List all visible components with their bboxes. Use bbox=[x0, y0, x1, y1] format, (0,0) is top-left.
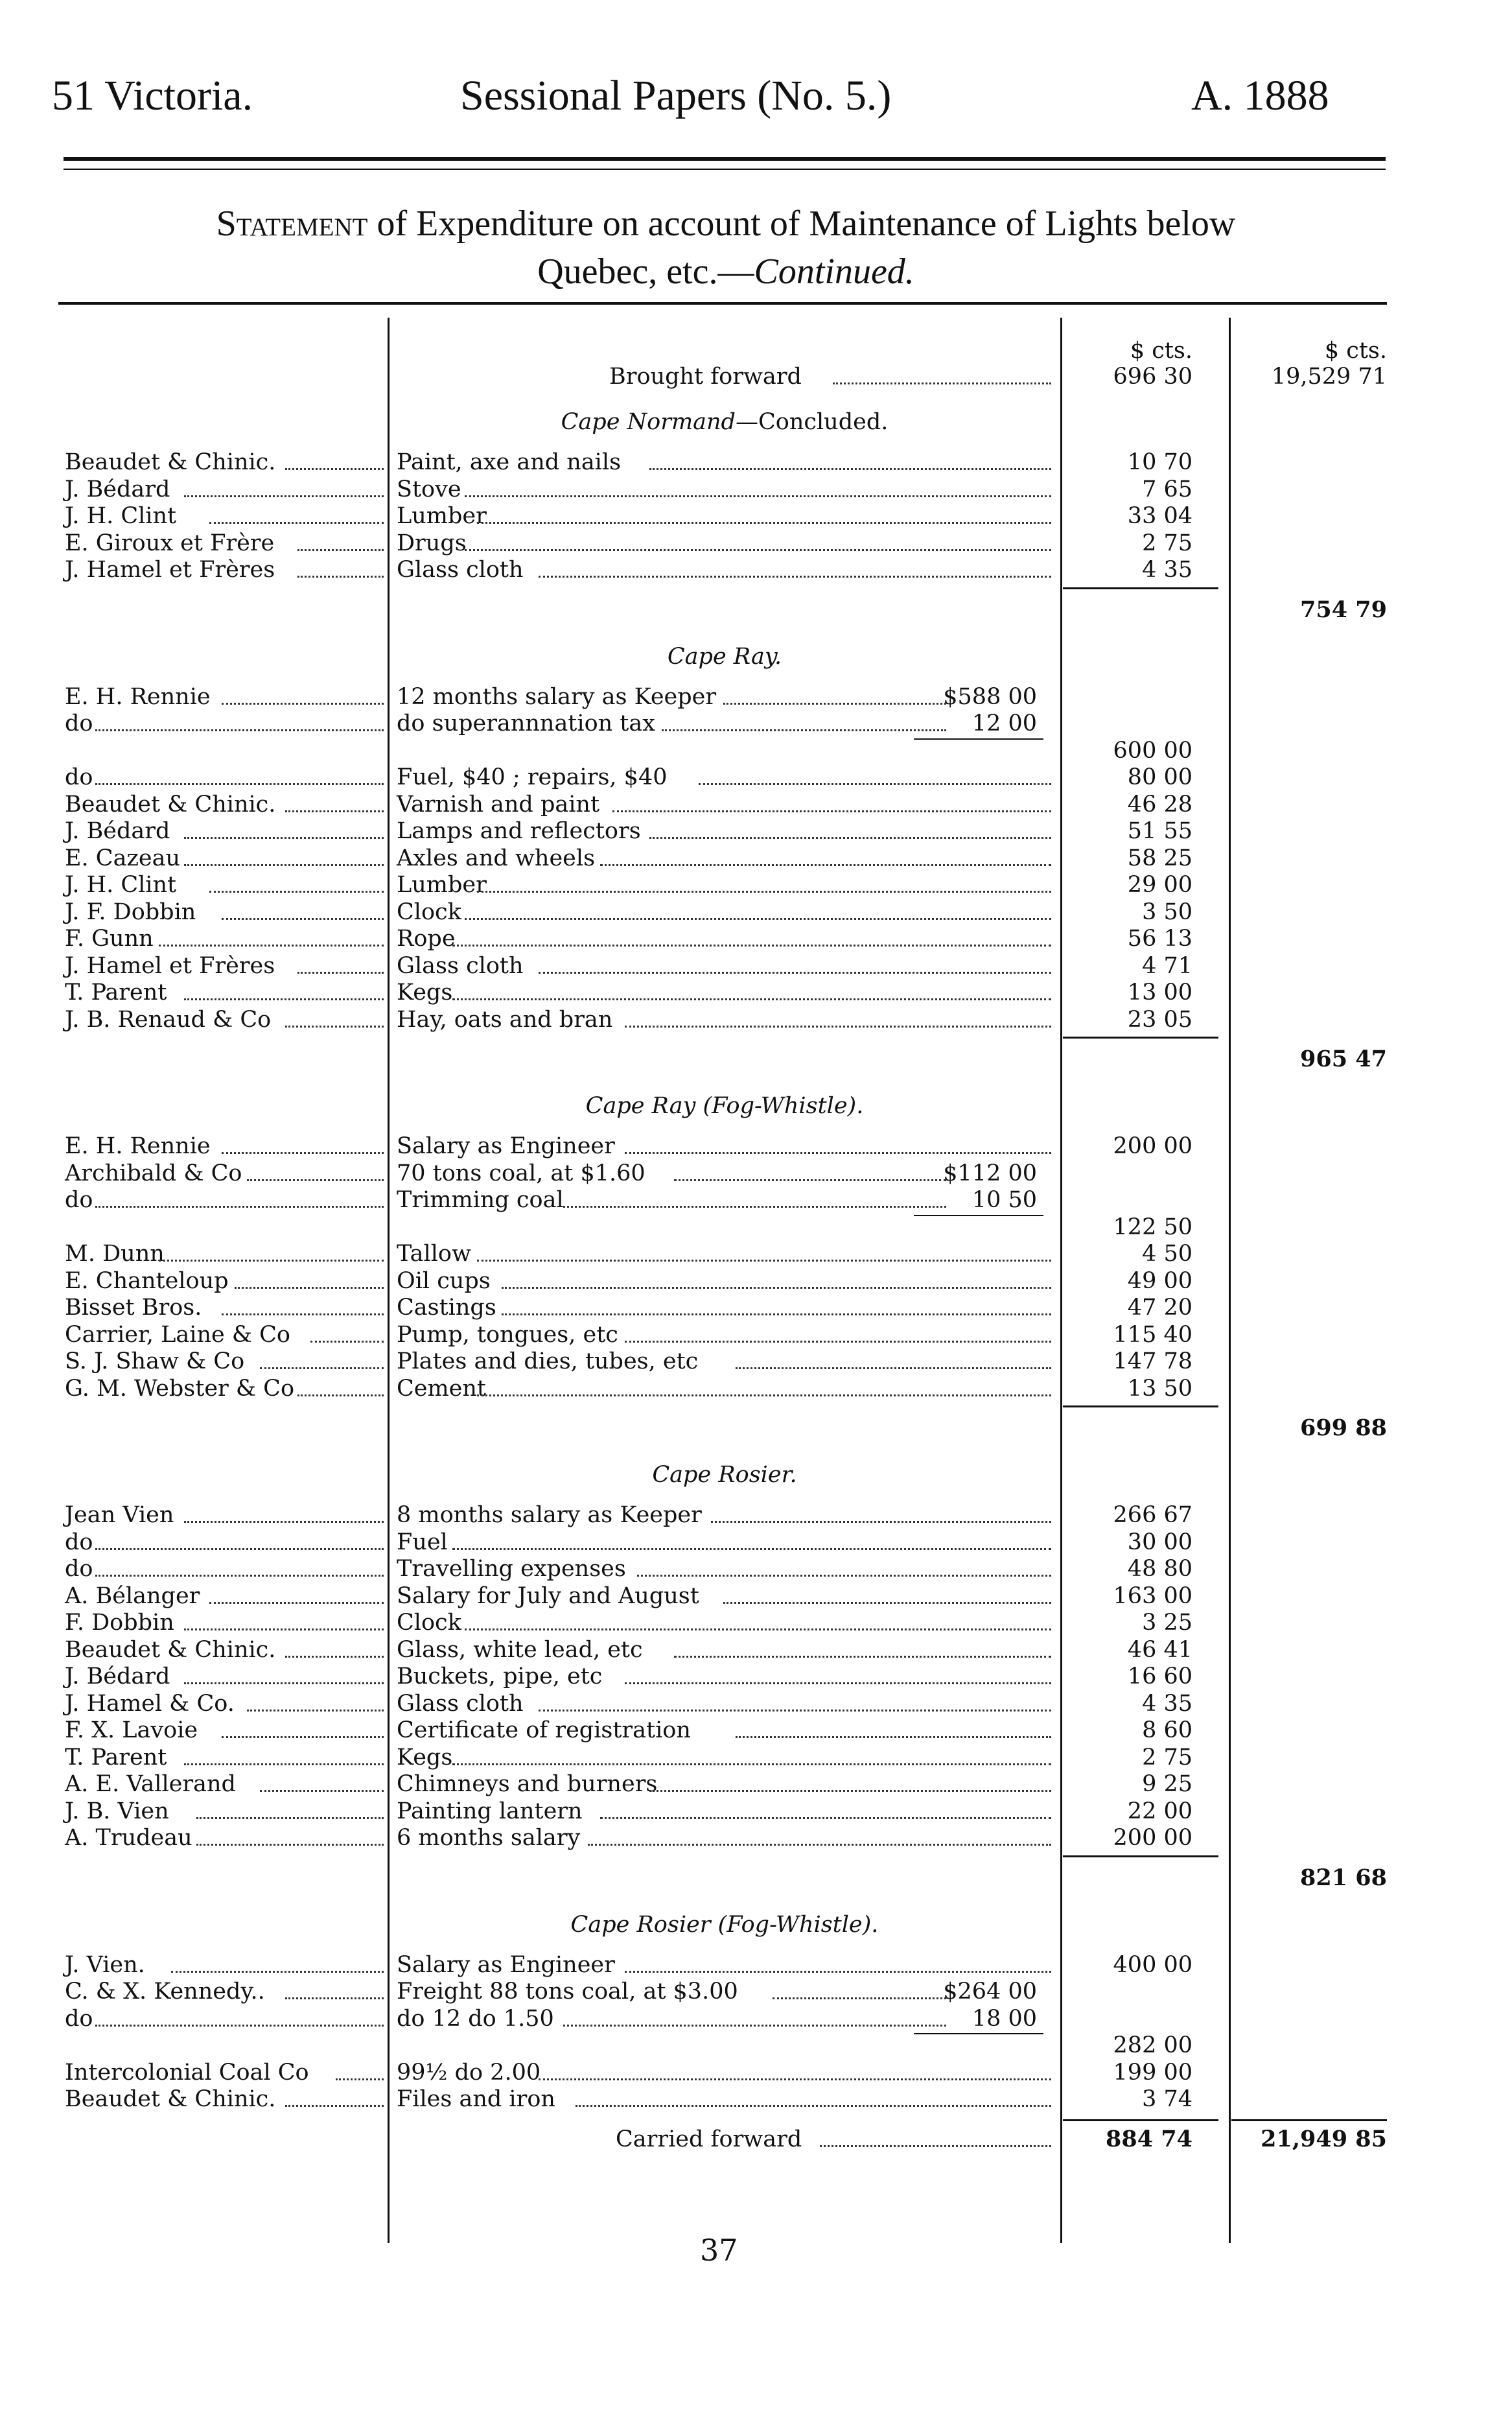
payee-leader bbox=[184, 1628, 384, 1630]
payee: do bbox=[65, 1556, 93, 1582]
amount: 46 28 bbox=[1127, 791, 1192, 817]
item-description: Clock bbox=[397, 1610, 461, 1636]
desc-leader bbox=[625, 1682, 1051, 1684]
desc-leader bbox=[674, 1656, 1051, 1658]
amount: 23 05 bbox=[1127, 1006, 1192, 1033]
col-header-c2: $ cts. bbox=[1324, 338, 1387, 364]
amount: 13 50 bbox=[1127, 1375, 1192, 1402]
payee-leader bbox=[285, 810, 384, 812]
amount: 199 00 bbox=[1113, 2059, 1192, 2086]
payee: J. Bédard bbox=[65, 1664, 170, 1689]
payee: J. Hamel et Frères bbox=[65, 952, 275, 979]
section-title-text: Cape Normand bbox=[561, 409, 736, 435]
brought-forward-leader bbox=[833, 382, 1051, 384]
section-title bbox=[389, 1092, 1060, 1120]
item-description: 70 tons coal, at $1.60 bbox=[397, 1160, 646, 1186]
payee: do bbox=[65, 2005, 93, 2032]
payee: C. & X. Kennedy.. bbox=[65, 1979, 265, 2005]
desc-leader bbox=[649, 468, 1051, 470]
amount: 4 71 bbox=[1142, 952, 1192, 979]
payee: Carrier, Laine & Co bbox=[65, 1321, 290, 1348]
subtotal-rule bbox=[914, 1215, 1043, 1216]
desc-leader bbox=[539, 576, 1051, 578]
payee-leader bbox=[209, 891, 384, 893]
amount: 163 00 bbox=[1113, 1582, 1192, 1609]
payee-leader bbox=[95, 1575, 384, 1577]
brought-forward-c2: 19,529 71 bbox=[1271, 364, 1387, 390]
item-description: Files and iron bbox=[397, 2086, 555, 2112]
desc-leader bbox=[699, 783, 1051, 785]
carried-forward-c1: 884 74 bbox=[1106, 2125, 1192, 2152]
payee-leader bbox=[222, 1736, 384, 1738]
payee-leader bbox=[184, 1521, 384, 1523]
desc-leader bbox=[465, 918, 1051, 920]
amount: 30 00 bbox=[1127, 1529, 1192, 1555]
header-center: Sessional Papers (No. 5.) bbox=[460, 72, 892, 119]
payee-leader bbox=[297, 972, 384, 974]
payee: Beaudet & Chinic. bbox=[65, 449, 276, 475]
carried-rule-c2 bbox=[1231, 2119, 1387, 2121]
payee: F. Dobbin bbox=[65, 1610, 174, 1636]
item-description: Hay, oats and bran bbox=[397, 1006, 613, 1033]
title-lead: Statement bbox=[216, 204, 368, 244]
payee-leader bbox=[235, 1287, 384, 1289]
payee-leader bbox=[260, 1790, 384, 1792]
carried-forward-leader bbox=[820, 2145, 1051, 2147]
payee-leader bbox=[184, 1763, 384, 1765]
payee: J. H. Clint bbox=[65, 872, 177, 898]
desc-leader bbox=[563, 1206, 946, 1208]
item-description: Pump, tongues, etc bbox=[397, 1321, 618, 1348]
payee-leader bbox=[297, 549, 384, 551]
payee-leader bbox=[222, 918, 384, 920]
payee-leader bbox=[209, 522, 384, 524]
amount: 4 50 bbox=[1142, 1241, 1192, 1267]
amount: 56 13 bbox=[1127, 926, 1192, 952]
item-description: 8 months salary as Keeper bbox=[397, 1502, 702, 1528]
item-description: Cement bbox=[397, 1375, 487, 1402]
item-description: Certificate of registration bbox=[397, 1717, 691, 1743]
payee: do bbox=[65, 764, 93, 790]
item-description: Varnish and paint bbox=[397, 791, 600, 817]
item-description: Salary as Engineer bbox=[397, 1133, 615, 1159]
desc-leader bbox=[625, 1341, 1051, 1343]
item-description: Clock bbox=[397, 899, 461, 925]
title-rest: of Expenditure on account of Maintenance of Lights below bbox=[377, 204, 1236, 244]
desc-leader bbox=[452, 1763, 1051, 1765]
payee: Bisset Bros. bbox=[65, 1295, 202, 1321]
payee: J. H. Clint bbox=[65, 503, 177, 529]
payee-leader bbox=[297, 576, 384, 578]
amount-column-divider bbox=[1060, 318, 1062, 2243]
item-description: Axles and wheels bbox=[397, 845, 596, 871]
section-title-text: Cape Rosier (Fog-Whistle). bbox=[570, 1911, 879, 1938]
col-header-c1: $ cts. bbox=[1130, 338, 1192, 364]
amount: 2 75 bbox=[1142, 1744, 1192, 1770]
amount: 8 60 bbox=[1142, 1717, 1192, 1743]
amount: 3 25 bbox=[1142, 1610, 1192, 1636]
payee: J. Vien. bbox=[65, 1951, 145, 1978]
item-description: Glass cloth bbox=[397, 557, 524, 583]
item-description: Chimneys and burners bbox=[397, 1771, 658, 1797]
payee-leader bbox=[196, 1844, 384, 1846]
header-right: A. 1888 bbox=[1191, 72, 1329, 119]
amount: 200 00 bbox=[1113, 1825, 1192, 1851]
amount: 122 50 bbox=[1113, 1214, 1192, 1240]
payee-leader bbox=[196, 1817, 384, 1819]
desc-leader bbox=[625, 1152, 1051, 1154]
desc-leader bbox=[736, 1367, 1051, 1369]
payee-leader bbox=[247, 1179, 384, 1181]
page-number: 37 bbox=[700, 2233, 738, 2268]
section-total: 821 68 bbox=[1300, 1864, 1387, 1891]
payee: G. M. Webster & Co bbox=[65, 1375, 295, 1402]
item-description: Castings bbox=[397, 1295, 496, 1321]
amount: 7 65 bbox=[1142, 476, 1192, 502]
item-description: Kegs bbox=[397, 1744, 453, 1770]
section-total-rule bbox=[1063, 1405, 1218, 1407]
item-description: Rope bbox=[397, 926, 456, 952]
desc-leader bbox=[625, 1971, 1051, 1973]
payee-leader bbox=[184, 864, 384, 866]
amount: 51 55 bbox=[1127, 818, 1192, 844]
desc-leader bbox=[736, 1736, 1051, 1738]
desc-leader bbox=[563, 2025, 946, 2027]
payee: A. Bélanger bbox=[65, 1582, 200, 1609]
payee-leader bbox=[159, 1260, 384, 1262]
section-total: 699 88 bbox=[1300, 1415, 1387, 1441]
item-description: Lumber bbox=[397, 503, 487, 529]
item-description: Lumber bbox=[397, 872, 487, 898]
payee-leader bbox=[95, 1206, 384, 1208]
amount: 200 00 bbox=[1113, 1133, 1192, 1159]
amount: 22 00 bbox=[1127, 1798, 1192, 1824]
desc-leader bbox=[625, 1026, 1051, 1028]
desc-leader bbox=[588, 1844, 1051, 1846]
payee: E. Cazeau bbox=[65, 845, 181, 871]
amount: 4 35 bbox=[1142, 557, 1192, 583]
section-total-rule bbox=[1063, 587, 1218, 589]
item-description: Buckets, pipe, etc bbox=[397, 1664, 603, 1689]
amount: 49 00 bbox=[1127, 1267, 1192, 1294]
subamount: 12 00 bbox=[971, 711, 1037, 736]
desc-leader bbox=[452, 998, 1051, 1000]
brought-forward-label: Brought forward bbox=[609, 364, 802, 390]
payee-leader bbox=[310, 1341, 384, 1343]
amount: 46 41 bbox=[1127, 1636, 1192, 1663]
subamount: 10 50 bbox=[971, 1187, 1037, 1213]
desc-leader bbox=[477, 1260, 1051, 1262]
section-total-rule bbox=[1063, 1037, 1218, 1039]
payee-leader bbox=[222, 1152, 384, 1154]
amount: 282 00 bbox=[1113, 2032, 1192, 2058]
item-description: Freight 88 tons coal, at $3.00 bbox=[397, 1979, 738, 2005]
item-description: 99½ do 2.00 bbox=[397, 2059, 541, 2086]
payee-leader bbox=[95, 783, 384, 785]
payee: F. X. Lavoie bbox=[65, 1717, 198, 1743]
payee: A. Trudeau bbox=[65, 1825, 192, 1851]
payee: Beaudet & Chinic. bbox=[65, 1636, 276, 1663]
subamount: $112 00 bbox=[943, 1160, 1037, 1186]
desc-leader bbox=[465, 549, 1051, 551]
payee: J. F. Dobbin bbox=[65, 899, 196, 925]
payee: E. Chanteloup bbox=[65, 1267, 229, 1294]
subamount: $588 00 bbox=[943, 683, 1037, 710]
desc-leader bbox=[612, 810, 1051, 812]
desc-leader bbox=[711, 1521, 1051, 1523]
payee: J. Bédard bbox=[65, 818, 170, 844]
payee-leader bbox=[222, 703, 384, 705]
item-description: 6 months salary bbox=[397, 1825, 581, 1851]
desc-leader bbox=[502, 1287, 1051, 1289]
header-rule-thin bbox=[64, 169, 1386, 170]
section-title-text: Cape Ray (Fog-Whistle). bbox=[585, 1093, 864, 1119]
section-title bbox=[389, 1461, 1060, 1488]
amount: 4 35 bbox=[1142, 1690, 1192, 1717]
payee: do bbox=[65, 711, 93, 736]
payee: J. B. Vien bbox=[65, 1798, 169, 1824]
amount: 58 25 bbox=[1127, 845, 1192, 871]
payee: A. E. Vallerand bbox=[65, 1771, 236, 1797]
payee-leader bbox=[95, 2025, 384, 2027]
header-left: 51 Victoria. bbox=[52, 72, 253, 119]
item-description: do superannnation tax bbox=[397, 711, 655, 736]
amount: 147 78 bbox=[1113, 1348, 1192, 1374]
payee: E. Giroux et Frère bbox=[65, 530, 275, 556]
payee-column-divider bbox=[388, 318, 390, 2243]
carried-forward-label: Carried forward bbox=[616, 2126, 802, 2152]
payee-leader bbox=[285, 1656, 384, 1658]
payee: E. H. Rennie bbox=[65, 1133, 211, 1159]
item-description: Glass, white lead, etc bbox=[397, 1636, 643, 1663]
total-column-divider bbox=[1229, 318, 1231, 2243]
item-description: Salary as Engineer bbox=[397, 1951, 615, 1978]
payee: J. Hamel et Frères bbox=[65, 557, 275, 583]
amount: 3 50 bbox=[1142, 899, 1192, 925]
amount: 13 00 bbox=[1127, 980, 1192, 1005]
carried-rule-c1 bbox=[1063, 2119, 1218, 2121]
section-total: 965 47 bbox=[1300, 1046, 1387, 1072]
amount: 33 04 bbox=[1127, 503, 1192, 529]
payee-leader bbox=[222, 1313, 384, 1315]
amount: 10 70 bbox=[1127, 449, 1192, 475]
desc-leader bbox=[723, 703, 946, 705]
title-line2: Quebec, etc. bbox=[537, 252, 718, 292]
item-description: Stove bbox=[397, 476, 461, 502]
title-continued: Continued. bbox=[754, 252, 914, 292]
item-description: Glass cloth bbox=[397, 1690, 524, 1717]
desc-leader bbox=[600, 864, 1051, 866]
subamount: 18 00 bbox=[971, 2005, 1037, 2032]
subtotal-rule bbox=[914, 738, 1043, 740]
payee-leader bbox=[209, 1602, 384, 1604]
title-rule bbox=[58, 302, 1387, 305]
item-description: Tallow bbox=[397, 1241, 471, 1267]
payee-leader bbox=[171, 1971, 384, 1973]
payee-leader bbox=[285, 2105, 384, 2107]
desc-leader bbox=[539, 972, 1051, 974]
amount: 2 75 bbox=[1142, 530, 1192, 556]
amount: 80 00 bbox=[1127, 764, 1192, 790]
subamount: $264 00 bbox=[943, 1979, 1037, 2005]
desc-leader bbox=[477, 891, 1051, 893]
payee-leader bbox=[184, 495, 384, 497]
carried-forward-c2: 21,949 85 bbox=[1261, 2125, 1387, 2152]
item-description: 12 months salary as Keeper bbox=[397, 683, 717, 710]
payee-leader bbox=[95, 729, 384, 731]
section-title bbox=[389, 408, 1060, 436]
section-title bbox=[389, 1911, 1060, 1938]
item-description: Plates and dies, tubes, etc bbox=[397, 1348, 699, 1374]
desc-leader bbox=[637, 1575, 1051, 1577]
payee: Intercolonial Coal Co bbox=[65, 2059, 309, 2086]
payee: Jean Vien bbox=[65, 1502, 174, 1528]
payee-leader bbox=[95, 1548, 384, 1550]
item-description: Kegs bbox=[397, 980, 453, 1005]
desc-leader bbox=[576, 2105, 1051, 2107]
payee-leader bbox=[285, 1997, 384, 1999]
item-description: Trimming coal bbox=[397, 1187, 564, 1213]
item-description: do 12 do 1.50 bbox=[397, 2005, 554, 2032]
section-total: 754 79 bbox=[1300, 596, 1387, 623]
desc-leader bbox=[452, 1548, 1051, 1550]
subtotal-rule bbox=[914, 2033, 1043, 2034]
section-title bbox=[389, 643, 1060, 670]
section-title-text: Cape Rosier. bbox=[652, 1462, 797, 1488]
desc-leader bbox=[773, 1997, 946, 1999]
section-title-text: Cape Ray. bbox=[667, 643, 782, 670]
payee: Archibald & Co bbox=[65, 1160, 242, 1186]
payee-leader bbox=[285, 468, 384, 470]
desc-leader bbox=[477, 522, 1051, 524]
payee-leader bbox=[184, 1682, 384, 1684]
desc-leader bbox=[477, 1394, 1051, 1396]
payee-leader bbox=[184, 837, 384, 839]
brought-forward-c1: 696 30 bbox=[1113, 364, 1192, 390]
payee: M. Dunn bbox=[65, 1241, 165, 1267]
desc-leader bbox=[452, 945, 1051, 946]
payee-leader bbox=[285, 1026, 384, 1028]
desc-leader bbox=[539, 1710, 1051, 1711]
item-description: Paint, axe and nails bbox=[397, 449, 622, 475]
payee-leader bbox=[159, 945, 384, 946]
payee: do bbox=[65, 1529, 93, 1555]
amount: 266 67 bbox=[1113, 1502, 1192, 1528]
payee: E. H. Rennie bbox=[65, 683, 211, 710]
desc-leader bbox=[662, 729, 946, 731]
payee-leader bbox=[247, 1710, 384, 1711]
payee: J. Bédard bbox=[65, 476, 170, 502]
desc-leader bbox=[649, 1790, 1051, 1792]
desc-leader bbox=[465, 1628, 1051, 1630]
payee-leader bbox=[260, 1367, 384, 1369]
desc-leader bbox=[674, 1179, 946, 1181]
payee: T. Parent bbox=[65, 980, 167, 1005]
header-rule-thick bbox=[64, 157, 1386, 161]
section-total-rule bbox=[1063, 1855, 1218, 1857]
item-description: Glass cloth bbox=[397, 952, 524, 979]
item-description: Fuel, $40 ; repairs, $40 bbox=[397, 764, 668, 790]
amount: 9 25 bbox=[1142, 1771, 1192, 1797]
desc-leader bbox=[723, 1602, 1051, 1604]
payee: J. B. Renaud & Co bbox=[65, 1006, 272, 1033]
amount: 600 00 bbox=[1113, 737, 1192, 764]
payee: Beaudet & Chinic. bbox=[65, 2086, 276, 2112]
item-description: Fuel bbox=[397, 1529, 448, 1555]
item-description: Painting lantern bbox=[397, 1798, 583, 1824]
desc-leader bbox=[502, 1313, 1051, 1315]
item-description: Lamps and reflectors bbox=[397, 818, 641, 844]
desc-leader bbox=[539, 2078, 1051, 2080]
statement-title: Statement of Expenditure on account of Maintenance of Lights below Quebec, etc.—Continued. bbox=[216, 204, 1236, 292]
item-description: Drugs bbox=[397, 530, 467, 556]
amount: 115 40 bbox=[1113, 1321, 1192, 1348]
section-title-suffix: —Concluded. bbox=[735, 409, 889, 435]
payee: S. J. Shaw & Co bbox=[65, 1348, 245, 1374]
payee: Beaudet & Chinic. bbox=[65, 791, 276, 817]
desc-leader bbox=[465, 495, 1051, 497]
payee-leader bbox=[336, 2078, 384, 2080]
amount: 3 74 bbox=[1142, 2086, 1192, 2112]
amount: 48 80 bbox=[1127, 1556, 1192, 1582]
payee: F. Gunn bbox=[65, 926, 154, 952]
payee: do bbox=[65, 1187, 93, 1213]
desc-leader bbox=[649, 837, 1051, 839]
amount: 47 20 bbox=[1127, 1295, 1192, 1321]
item-description: Oil cups bbox=[397, 1267, 491, 1294]
item-description: Travelling expenses bbox=[397, 1556, 626, 1582]
payee: T. Parent bbox=[65, 1744, 167, 1770]
payee-leader bbox=[297, 1394, 384, 1396]
payee: J. Hamel & Co. bbox=[65, 1690, 235, 1717]
payee-leader bbox=[184, 998, 384, 1000]
desc-leader bbox=[600, 1817, 1051, 1819]
amount: 29 00 bbox=[1127, 872, 1192, 898]
amount: 16 60 bbox=[1127, 1664, 1192, 1689]
item-description: Salary for July and August bbox=[397, 1582, 699, 1609]
amount: 400 00 bbox=[1113, 1951, 1192, 1978]
